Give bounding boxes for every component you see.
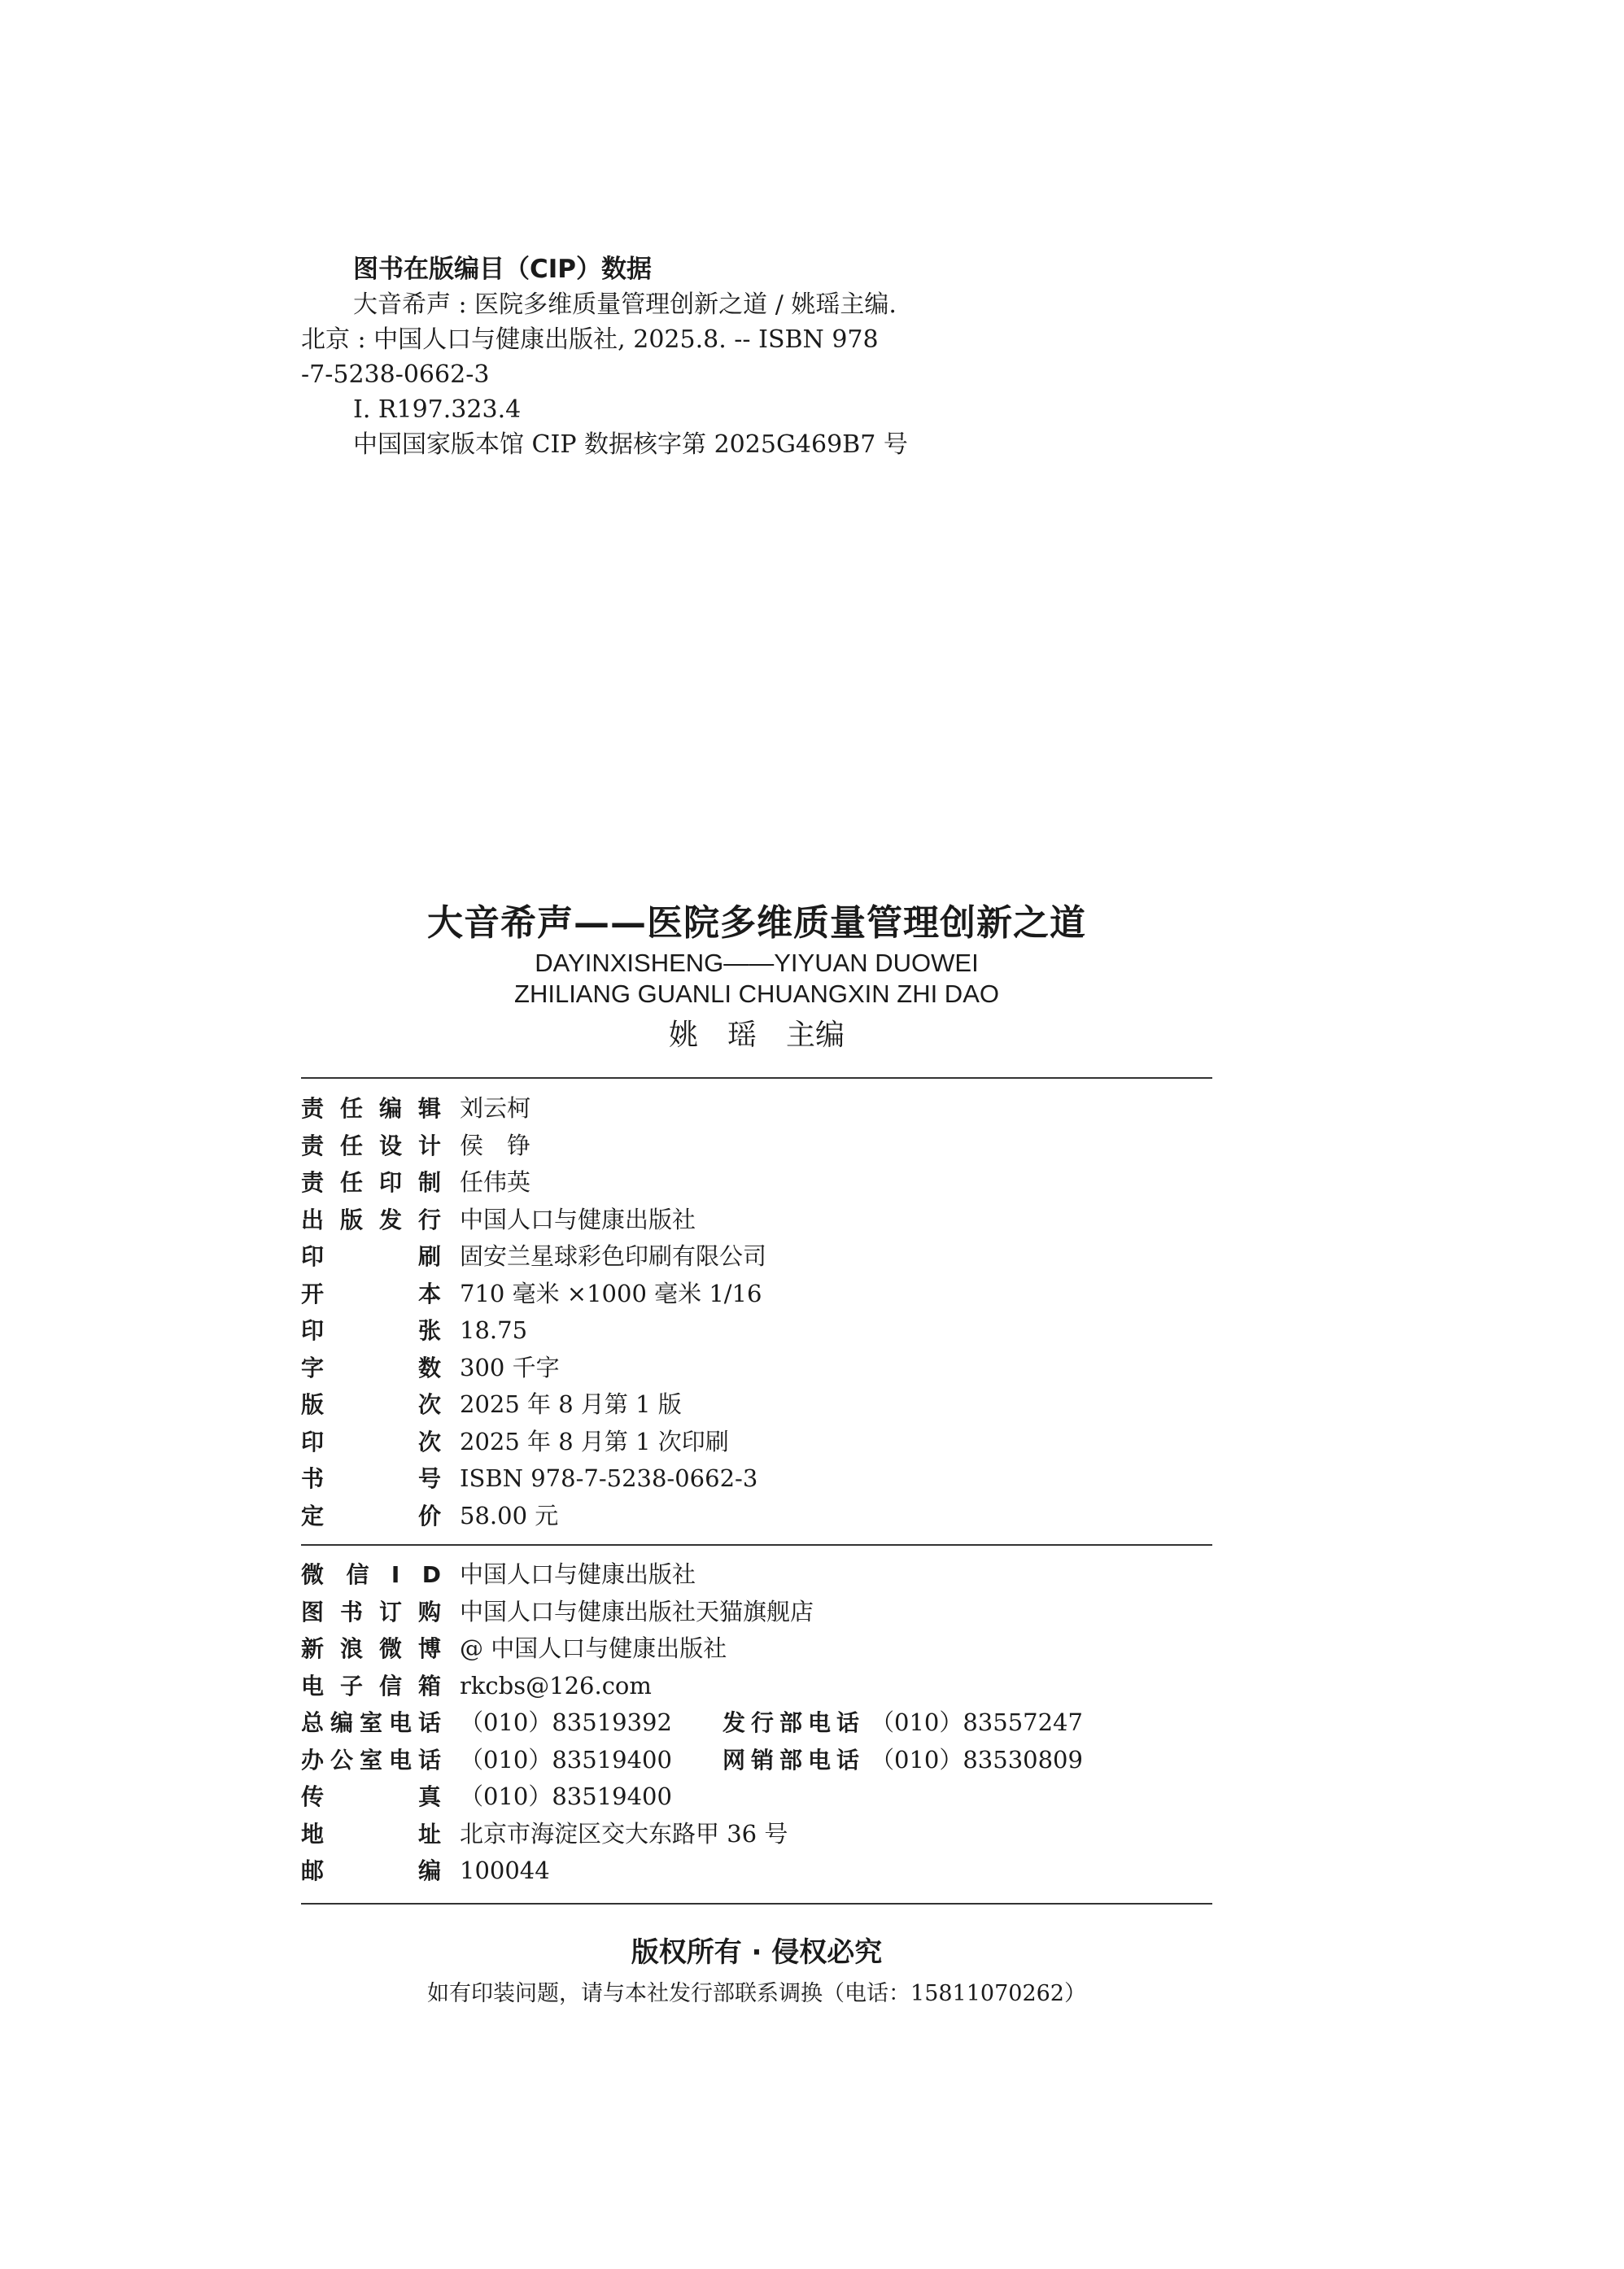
field-value: 2025 年 8 月第 1 版 (460, 1390, 682, 1418)
field-value: 刘云柯 (460, 1094, 531, 1122)
field-label-char: 刷 (417, 1243, 441, 1270)
publication-info-row (301, 1090, 1212, 1128)
field-label-char: 编 (330, 1709, 353, 1736)
field-label-char: 址 (417, 1820, 441, 1848)
field-value: （010）83557247 (871, 1708, 1083, 1736)
field-label-char: 字 (301, 1354, 325, 1381)
cip-line: -7-5238-0662-3 (301, 360, 490, 389)
field-label-char: 计 (417, 1132, 441, 1159)
field-label-char: 电 (388, 1746, 412, 1774)
field-label-char: 数 (417, 1354, 441, 1381)
field-label-char: 部 (779, 1709, 802, 1736)
field-value: （010）83519400 (460, 1782, 672, 1810)
field-label (301, 1704, 441, 1742)
cip-line: 大音希声 : 医院多维质量管理创新之道 / 姚瑶主编. (353, 290, 897, 319)
field-label-char: D (421, 1561, 441, 1588)
field-label-char: 子 (339, 1672, 363, 1700)
publication-info-row (301, 1202, 1212, 1239)
field-label (301, 1668, 441, 1705)
field-label-char: 传 (301, 1783, 325, 1810)
field-label-char: 电 (807, 1709, 831, 1736)
divider (301, 1903, 1212, 1905)
field-label-char: 印 (378, 1169, 402, 1196)
field-label-char: 号 (417, 1465, 441, 1492)
book-title: 大音希声——医院多维质量管理创新之道 (427, 902, 1086, 944)
copyright-notice: 版权所有 · 侵权必究 (631, 1936, 883, 1969)
field-label (723, 1704, 859, 1742)
chief-editor: 姚 瑶 主编 (668, 1019, 845, 1052)
field-value: 710 毫米 ×1000 毫米 1/16 (460, 1279, 762, 1307)
field-label-char: 网 (723, 1746, 746, 1774)
field-label-char: 图 (301, 1598, 325, 1625)
field-label-char: 地 (301, 1820, 325, 1848)
field-value: （010）83519400 (460, 1745, 672, 1774)
field-label-char: 话 (417, 1709, 441, 1736)
publication-info-row (301, 1350, 1212, 1387)
field-label-char: 书 (301, 1465, 325, 1492)
contact-info-row (301, 1778, 1212, 1816)
field-label-char: 话 (836, 1709, 859, 1736)
field-label (301, 1498, 441, 1535)
field-label (723, 1742, 859, 1779)
field-label-char: 室 (359, 1709, 382, 1736)
field-value: 固安兰星球彩色印刷有限公司 (460, 1242, 767, 1270)
field-label (301, 1276, 441, 1313)
field-label-char: 微 (378, 1635, 402, 1662)
field-label-char: 印 (301, 1317, 325, 1344)
field-label-char: 话 (417, 1746, 441, 1774)
field-value: 中国人口与健康出版社 (460, 1205, 696, 1233)
cip-heading: 图书在版编目（CIP）数据 (353, 255, 653, 284)
field-label (301, 1778, 441, 1816)
contact-info-table (301, 1556, 1212, 1890)
field-label-char: 责 (301, 1132, 325, 1159)
field-label-char: 浪 (339, 1635, 363, 1662)
publication-info-row (301, 1498, 1212, 1535)
field-label-char: 购 (417, 1598, 441, 1625)
field-value: 北京市海淀区交大东路甲 36 号 (460, 1819, 788, 1848)
field-value: 中国人口与健康出版社 (460, 1560, 696, 1588)
contact-info-row (301, 1668, 1212, 1705)
field-label-char: 开 (301, 1280, 325, 1307)
contact-info-row (301, 1852, 1212, 1890)
field-label-char: 张 (417, 1317, 441, 1344)
field-label-char: 任 (339, 1132, 363, 1159)
field-label (301, 1742, 441, 1779)
publication-info-row (301, 1424, 1212, 1461)
field-label-char: 任 (339, 1095, 363, 1122)
field-label-char: 编 (417, 1857, 441, 1884)
field-label-char: 出 (301, 1206, 325, 1233)
field-value: 2025 年 8 月第 1 次印刷 (460, 1427, 729, 1455)
field-label-char: 新 (301, 1635, 325, 1662)
field-value: 中国人口与健康出版社天猫旗舰店 (460, 1597, 814, 1625)
field-value: 100044 (460, 1857, 550, 1884)
field-label-char: 印 (301, 1428, 325, 1455)
field-label-char: 话 (836, 1746, 859, 1774)
field-label (301, 1386, 441, 1424)
field-label-char: 设 (378, 1132, 402, 1159)
misprint-notice: 如有印装问题，请与本社发行部联系调换（电话：15811070262） (427, 1981, 1086, 2006)
field-label-char: I (391, 1561, 400, 1588)
field-value: 侯 铮 (460, 1131, 531, 1159)
cip-line: 中国国家版本馆 CIP 数据核字第 2025G469B7 号 (353, 430, 908, 459)
field-label-char: 印 (301, 1243, 325, 1270)
field-label-char: 电 (388, 1709, 412, 1736)
title-block (301, 899, 1212, 1058)
field-label-char: 微 (301, 1561, 325, 1588)
cip-block (301, 252, 936, 462)
field-label-char: 次 (417, 1391, 441, 1418)
field-label-char: 总 (301, 1709, 325, 1736)
field-label-char: 信 (346, 1561, 369, 1588)
field-value: （010）83519392 (460, 1708, 672, 1736)
field-label-char: 辑 (417, 1095, 441, 1122)
footer (301, 1932, 1212, 2012)
field-value: 58.00 元 (460, 1501, 559, 1529)
field-label (301, 1350, 441, 1387)
field-label-char: 定 (301, 1502, 325, 1529)
field-label-char: 价 (417, 1502, 441, 1529)
field-label-char: 邮 (301, 1857, 325, 1884)
field-value: @ 中国人口与健康出版社 (460, 1634, 727, 1662)
field-label-char: 版 (301, 1391, 325, 1418)
contact-info-row (301, 1556, 1212, 1594)
field-label-char: 制 (417, 1169, 441, 1196)
field-label (301, 1312, 441, 1350)
field-value: ISBN 978-7-5238-0662-3 (460, 1464, 758, 1492)
contact-info-row (301, 1742, 1212, 1779)
field-label-char: 办 (301, 1746, 325, 1774)
field-label (301, 1424, 441, 1461)
field-label-char: 销 (750, 1746, 774, 1774)
field-value: rkcbs@126.com (460, 1671, 652, 1700)
contact-info-row (301, 1630, 1212, 1668)
field-label-char: 版 (339, 1206, 363, 1233)
publication-info-row (301, 1164, 1212, 1202)
pinyin-title-line: DAYINXISHENG——YIYUAN DUOWEI (535, 949, 979, 977)
pinyin-title-line: ZHILIANG GUANLI CHUANGXIN ZHI DAO (514, 980, 999, 1008)
field-label-char: 电 (807, 1746, 831, 1774)
field-label (301, 1460, 441, 1498)
publication-info-row (301, 1312, 1212, 1350)
contact-info-row (301, 1594, 1212, 1631)
field-label-char: 本 (417, 1280, 441, 1307)
field-label (301, 1594, 441, 1631)
divider (301, 1077, 1212, 1079)
field-label-char: 编 (378, 1095, 402, 1122)
field-label (301, 1556, 441, 1594)
field-label (301, 1164, 441, 1202)
field-value: 任伟英 (460, 1168, 531, 1196)
contact-info-row (301, 1704, 1212, 1742)
field-label-char: 发 (378, 1206, 402, 1233)
publication-info-row (301, 1238, 1212, 1276)
publication-info-row (301, 1276, 1212, 1313)
field-label-char: 室 (359, 1746, 382, 1774)
field-label-char: 博 (417, 1635, 441, 1662)
field-label-char: 部 (779, 1746, 802, 1774)
publication-info-row (301, 1386, 1212, 1424)
field-label (301, 1852, 441, 1890)
field-label (301, 1090, 441, 1128)
field-value: 300 千字 (460, 1353, 560, 1381)
field-label-char: 电 (301, 1672, 325, 1700)
cip-line: Ⅰ. R197.323.4 (353, 395, 522, 424)
field-label-char: 行 (417, 1206, 441, 1233)
field-label-char: 信 (378, 1672, 402, 1700)
field-label-char: 真 (417, 1783, 441, 1810)
field-label-char: 任 (339, 1169, 363, 1196)
field-label-char: 订 (378, 1598, 402, 1625)
field-value: （010）83530809 (871, 1745, 1083, 1774)
field-label-char: 责 (301, 1095, 325, 1122)
field-label (301, 1202, 441, 1239)
field-label (301, 1128, 441, 1165)
field-label (301, 1238, 441, 1276)
publication-info-row (301, 1128, 1212, 1165)
field-label-char: 次 (417, 1428, 441, 1455)
field-label-char: 责 (301, 1169, 325, 1196)
divider (301, 1544, 1212, 1546)
field-label-char: 行 (750, 1709, 774, 1736)
field-label (301, 1816, 441, 1853)
publication-info-table (301, 1090, 1212, 1534)
field-value: 18.75 (460, 1316, 528, 1344)
field-label-char: 发 (723, 1709, 746, 1736)
publication-info-row (301, 1460, 1212, 1498)
contact-info-row (301, 1816, 1212, 1853)
field-label-char: 书 (339, 1598, 363, 1625)
field-label-char: 箱 (417, 1672, 441, 1700)
field-label-char: 公 (330, 1746, 353, 1774)
cip-line: 北京 : 中国人口与健康出版社, 2025.8. -- ISBN 978 (301, 325, 879, 354)
field-label (301, 1630, 441, 1668)
